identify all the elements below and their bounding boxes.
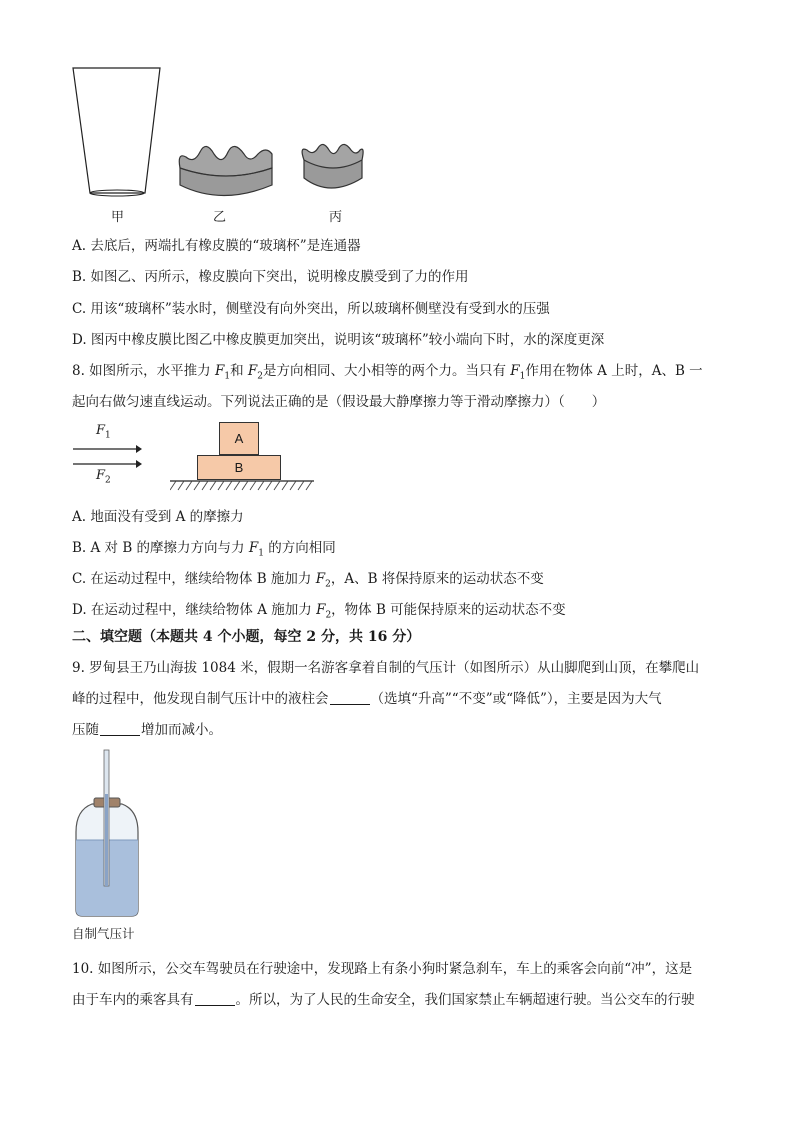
q10-blank-1[interactable] — [195, 1004, 235, 1006]
q9-line2: 峰的过程中，他发现自制气压计中的液柱会 （选填“升高”“不变”或“降低”），主要是因为大气 — [72, 691, 662, 707]
section2-title: 二、填空题（本题共 4 个小题，每空 2 分，共 16 分） — [72, 629, 421, 645]
q8-option-d: D. 在运动过程中，继续给物体 A 施加力 $F_2$，物体 B 可能保持原来的运动状态不变 — [72, 602, 566, 621]
q9-line1: 9. 罗甸县王乃山海拔 1084 米，假期一名游客拿着自制的气压计（如图所示）从山脚爬到山顶，在攀爬山 — [72, 660, 700, 676]
q8-stem-line2: 起向右做匀速直线运动。下列说法正确的是（假设最大静摩擦力等于滑动摩擦力）（ ） — [72, 394, 606, 410]
glass-jia — [73, 68, 160, 196]
q7-option-a: A. 去底后，两端扎有橡皮膜的“玻璃杯”是连通器 — [72, 238, 361, 254]
force-label-f1: $F_1$ — [96, 423, 111, 441]
arrow-f1 — [73, 445, 142, 453]
arrow-f2 — [73, 460, 142, 468]
q8-option-b: B. A 对 B 的摩擦力方向与力 $F_1$ 的方向相同 — [72, 540, 336, 559]
glass-figure — [60, 60, 390, 230]
ground-hatch — [170, 480, 315, 492]
q8-option-c: C. 在运动过程中，继续给物体 B 施加力 $F_2$，A、B 将保持原来的运动状态不变 — [72, 571, 544, 590]
q7-option-c: C. 用该“玻璃杯”装水时，侧壁没有向外突出，所以玻璃杯侧壁没有受到水的压强 — [72, 301, 550, 317]
q8-option-a: A. 地面没有受到 A 的摩擦力 — [72, 509, 244, 525]
barometer-caption: 自制气压计 — [72, 926, 135, 941]
caption-jia: 甲 — [111, 210, 125, 225]
barometer-figure — [70, 748, 150, 920]
q7-option-d: D. 图丙中橡皮膜比图乙中橡皮膜更加突出，说明该“玻璃杯”较小端向下时，水的深度更深 — [72, 332, 605, 348]
bottle-water — [70, 840, 150, 920]
glass-yi — [179, 146, 272, 195]
q9-blank-1[interactable] — [330, 703, 370, 705]
q7-option-b: B. 如图乙、丙所示，橡皮膜向下突出，说明橡皮膜受到了力的作用 — [72, 269, 469, 285]
block-a: A — [219, 422, 259, 455]
q8-stem-line1: 8. 如图所示，水平推力 $F_1$和 $F_2$是方向相同、大小相等的两个力。当只有 $F_1$作用在物体 A 上时，A、B 一 — [72, 363, 703, 382]
q10-line1: 10. 如图所示，公交车驾驶员在行驶途中，发现路上有条小狗时紧急刹车，车上的乘客会向前“冲”，这是 — [72, 961, 693, 977]
block-b: B — [197, 455, 281, 480]
q10-line2: 由于车内的乘客具有 。所以，为了人民的生命安全，我们国家禁止车辆超速行驶。当公交车的行驶 — [72, 992, 695, 1008]
force-label-f2: $F_2$ — [96, 468, 111, 486]
caption-yi: 乙 — [213, 210, 227, 225]
force-arrows — [70, 440, 150, 470]
glass-bing — [302, 144, 363, 188]
q9-line3: 压随 增加而减小。 — [72, 722, 222, 738]
q9-blank-2[interactable] — [100, 734, 140, 736]
caption-bing: 丙 — [329, 210, 343, 225]
